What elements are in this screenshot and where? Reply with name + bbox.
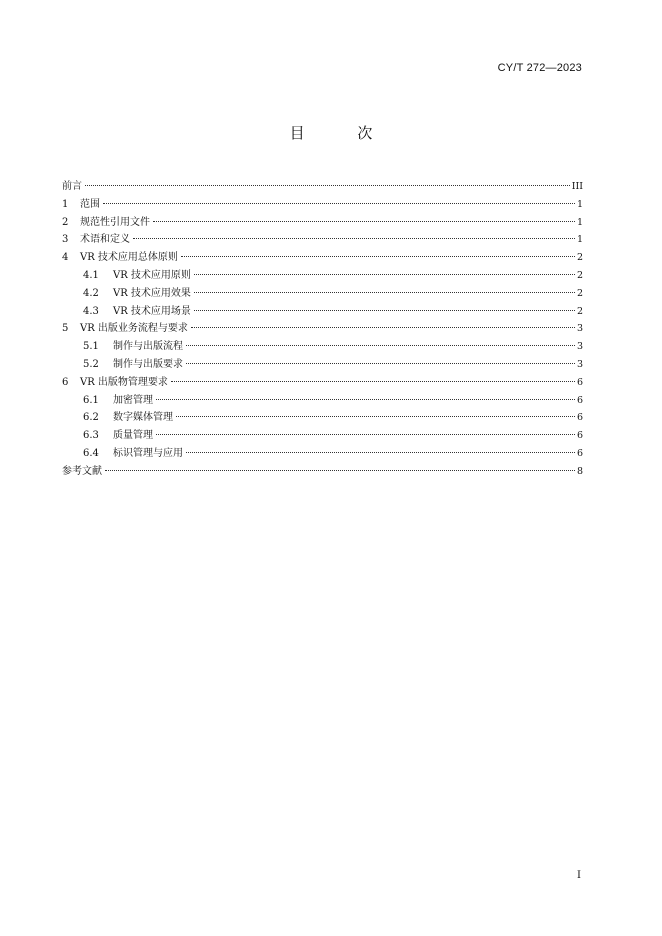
toc-entry[interactable] [62,267,583,285]
toc-entry-label: 规范性引用文件 [80,216,150,228]
page-title: 目 次 [289,124,397,142]
toc-entry-page: III [571,181,583,192]
toc-entry-number: 5 [62,323,69,335]
toc-entry-page: 1 [576,216,583,228]
toc-entry-label: 前言 [62,181,82,192]
toc-entry-label: 制作与出版要求 [113,358,183,370]
dot-leader [105,470,575,471]
toc-entry-page: 2 [576,252,583,264]
dot-leader [85,185,570,186]
toc-entry-label: VR 出版物管理要求 [80,376,168,388]
dot-leader [194,310,575,311]
dot-leader [186,452,575,453]
toc-entry[interactable] [62,409,583,427]
toc-entry-label: VR 技术应用效果 [113,287,191,299]
toc-entry-label: 加密管理 [113,394,153,406]
toc-entry[interactable] [62,249,583,267]
dot-leader [153,221,575,222]
toc-entry[interactable] [62,338,583,356]
toc-entry-page: 3 [576,323,583,335]
toc-entry-page: 2 [576,269,583,281]
dot-leader [156,434,575,435]
toc-entry[interactable] [62,445,583,463]
toc-entry-number: 5.2 [83,358,99,370]
toc-entry-page: 2 [576,305,583,317]
toc-entry[interactable] [62,392,583,410]
toc-entry-number: 5.1 [83,341,99,353]
toc-entry-number: 6.1 [83,394,99,406]
toc-entry-label: 术语和定义 [80,234,130,246]
toc-entry-label: 数字媒体管理 [113,412,173,424]
dot-leader [133,238,575,239]
toc-entry-page: 6 [576,376,583,388]
toc-entry-page: 6 [576,430,583,442]
toc-entry-page: 6 [576,394,583,406]
toc-entry-label: 标识管理与应用 [113,447,183,459]
toc-entry[interactable] [62,374,583,392]
toc-entry-number: 4.2 [83,287,99,299]
toc-entry-label: VR 技术应用总体原则 [80,252,178,264]
toc-entry-label: VR 技术应用原则 [113,269,191,281]
toc-entry[interactable] [62,178,583,196]
toc-entry-page: 3 [576,358,583,370]
dot-leader [156,399,575,400]
toc-entry-number: 3 [62,234,69,246]
dot-leader [194,274,575,275]
dot-leader [186,345,575,346]
dot-leader [103,203,575,204]
toc-entry-label: 质量管理 [113,430,153,442]
toc-entry-page: 6 [576,447,583,459]
table-of-contents [62,178,583,481]
toc-entry-number: 6.4 [83,447,99,459]
toc-entry[interactable] [62,463,583,481]
dot-leader [176,416,575,417]
toc-entry-number: 2 [62,216,69,228]
toc-entry-page: 3 [576,341,583,353]
toc-entry-number: 4 [62,252,69,264]
page-number: I [577,870,581,881]
toc-entry-page: 1 [576,234,583,246]
toc-entry[interactable] [62,427,583,445]
dot-leader [186,363,575,364]
dot-leader [191,327,575,328]
dot-leader [181,256,575,257]
toc-entry-number: 6 [62,376,69,388]
dot-leader [194,292,575,293]
toc-entry[interactable] [62,214,583,232]
toc-entry[interactable] [62,356,583,374]
toc-entry-label: 制作与出版流程 [113,341,183,353]
toc-entry-page: 6 [576,412,583,424]
toc-entry[interactable] [62,303,583,321]
toc-entry-label: VR 技术应用场景 [113,305,191,317]
toc-entry-number: 6.3 [83,430,99,442]
toc-entry[interactable] [62,320,583,338]
dot-leader [171,381,575,382]
toc-entry-label: VR 出版业务流程与要求 [80,323,188,335]
toc-entry-page: 1 [576,198,583,210]
toc-entry-page: 8 [576,465,583,477]
toc-entry-number: 1 [62,198,69,210]
toc-entry-page: 2 [576,287,583,299]
toc-entry[interactable] [62,285,583,303]
toc-entry-number: 4.1 [83,269,99,281]
toc-entry-number: 6.2 [83,412,99,424]
toc-entry-number: 4.3 [83,305,99,317]
toc-entry-label: 范围 [80,198,100,210]
document-code: CY/T 272—2023 [497,62,582,74]
toc-entry[interactable] [62,231,583,249]
toc-entry-label: 参考文献 [62,465,102,477]
toc-entry[interactable] [62,196,583,214]
